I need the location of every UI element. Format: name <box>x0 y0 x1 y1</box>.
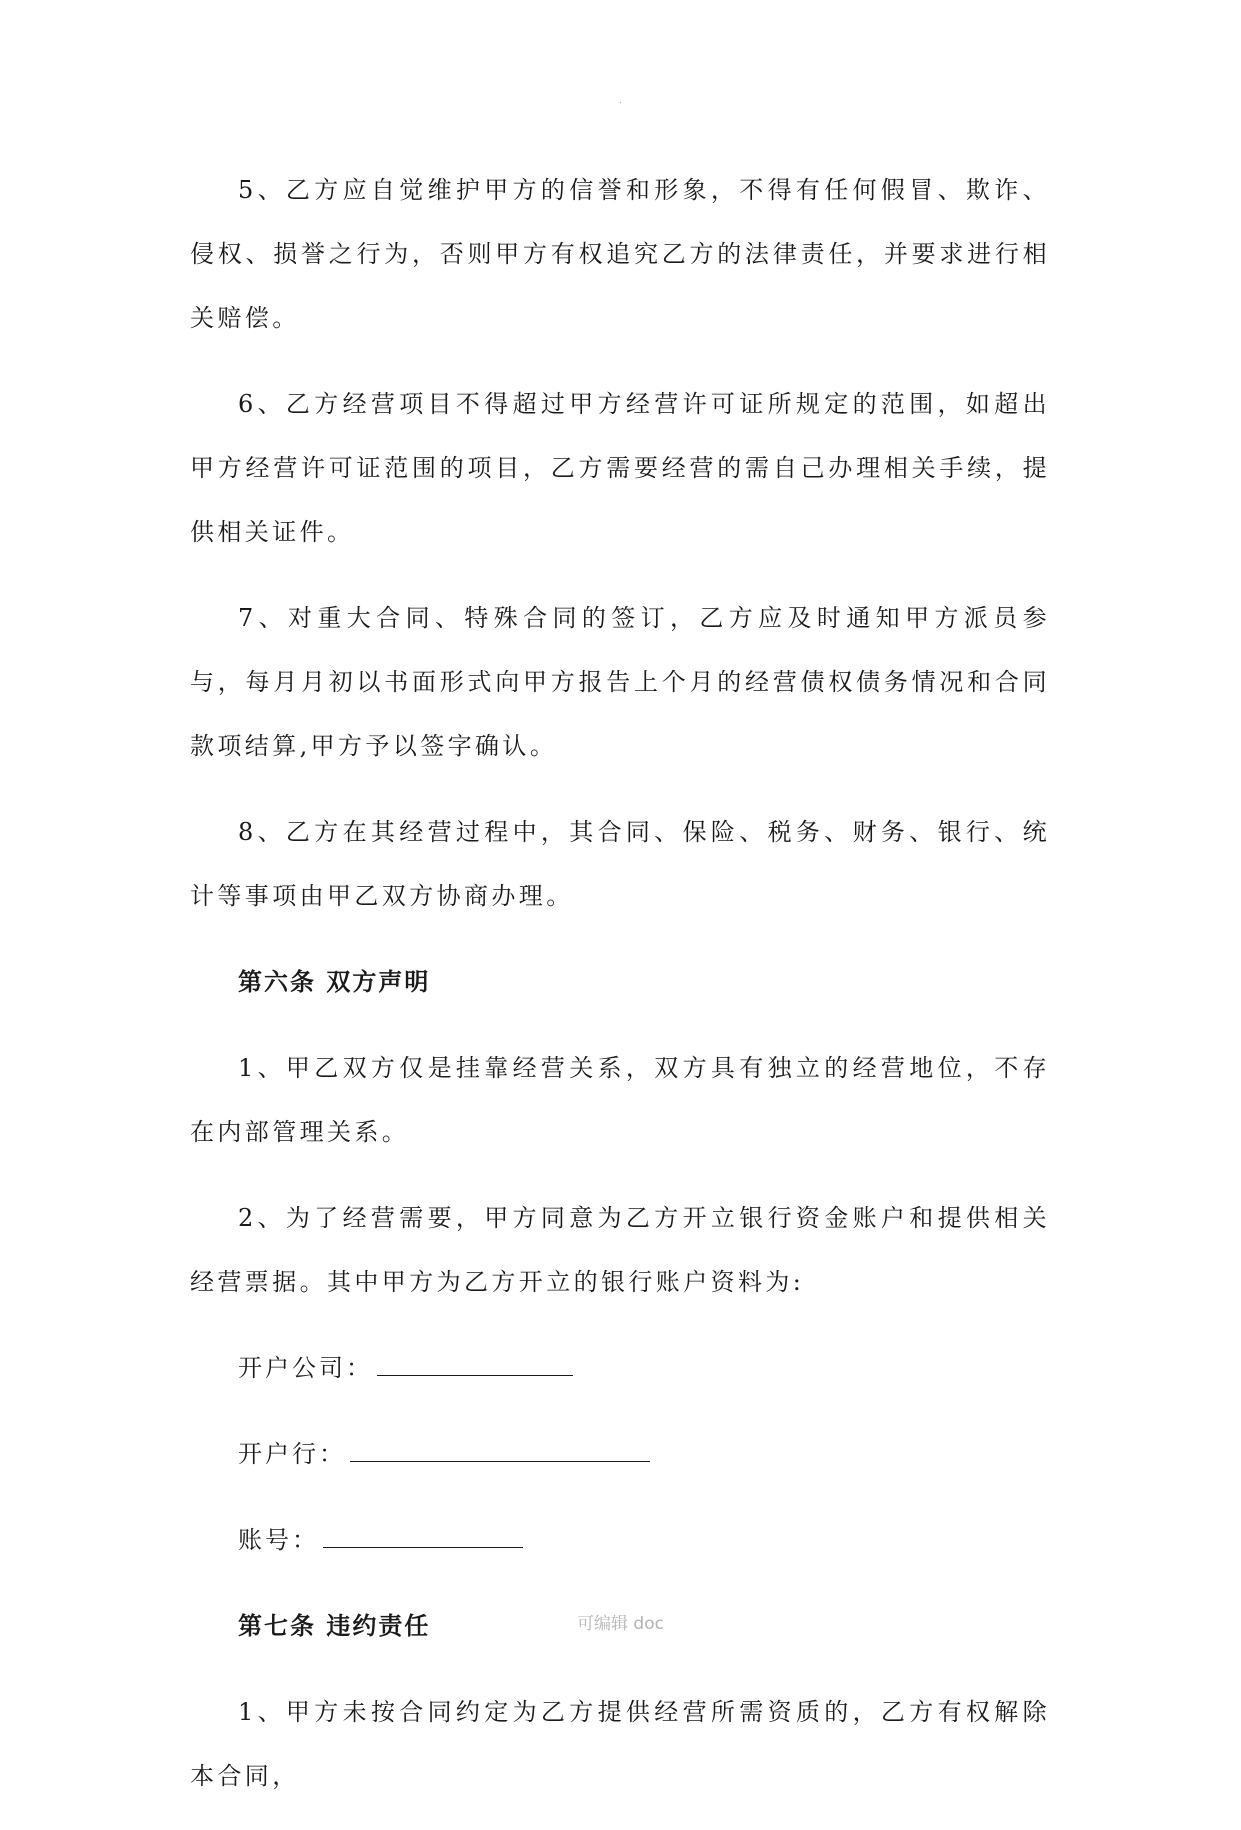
field-account <box>190 1508 1050 1572</box>
clause-6: 6、乙方经营项目不得超过甲方经营许可证所规定的范围，如超出甲方经营许可证范围的项目，乙方需要经营的需自己办理相关手续，提供相关证件。 <box>190 390 1050 546</box>
field-bank-label: 开户行： <box>238 1440 346 1468</box>
clause-8: 8、乙方在其经营过程中，其合同、保险、税务、财务、银行、统计等事项由甲乙双方协商办理。 <box>190 818 1050 910</box>
field-company <box>190 1336 1050 1400</box>
footer-label: 可编辑 doc <box>577 1614 664 1634</box>
clause-7: 7、对重大合同、特殊合同的签订，乙方应及时通知甲方派员参与，每月月初以书面形式向甲方报告上个月的经营债权债务情况和合同款项结算,甲方予以签字确认。 <box>190 604 1050 760</box>
article-6-clause-2: 2、为了经营需要，甲方同意为乙方开立银行资金账户和提供相关经营票据。其中甲方为乙方开立的银行账户资料为: <box>190 1204 1050 1296</box>
article-7-title: 第七条 违约责任 <box>238 1611 431 1640</box>
document-body <box>190 158 1050 1830</box>
field-bank <box>190 1422 1050 1486</box>
clause-5: 5、乙方应自觉维护甲方的信誉和形象，不得有任何假冒、欺诈、侵权、损誉之行为，否则甲方有权追究乙方的法律责任，并要求进行相关赔偿。 <box>190 176 1050 332</box>
field-company-blank[interactable] <box>377 1353 573 1376</box>
field-account-label: 账号： <box>238 1526 319 1554</box>
header-mark: . <box>619 96 622 105</box>
article-7-clause-1: 1、甲方未按合同约定为乙方提供经营所需资质的，乙方有权解除本合同， <box>190 1698 1050 1790</box>
field-company-label: 开户公司： <box>238 1354 373 1382</box>
article-6-clause-1: 1、甲乙双方仅是挂靠经营关系，双方具有独立的经营地位，不存在内部管理关系。 <box>190 1054 1050 1146</box>
field-account-blank[interactable] <box>323 1525 523 1548</box>
field-bank-blank[interactable] <box>350 1439 650 1462</box>
article-6-title: 第六条 双方声明 <box>238 967 431 996</box>
